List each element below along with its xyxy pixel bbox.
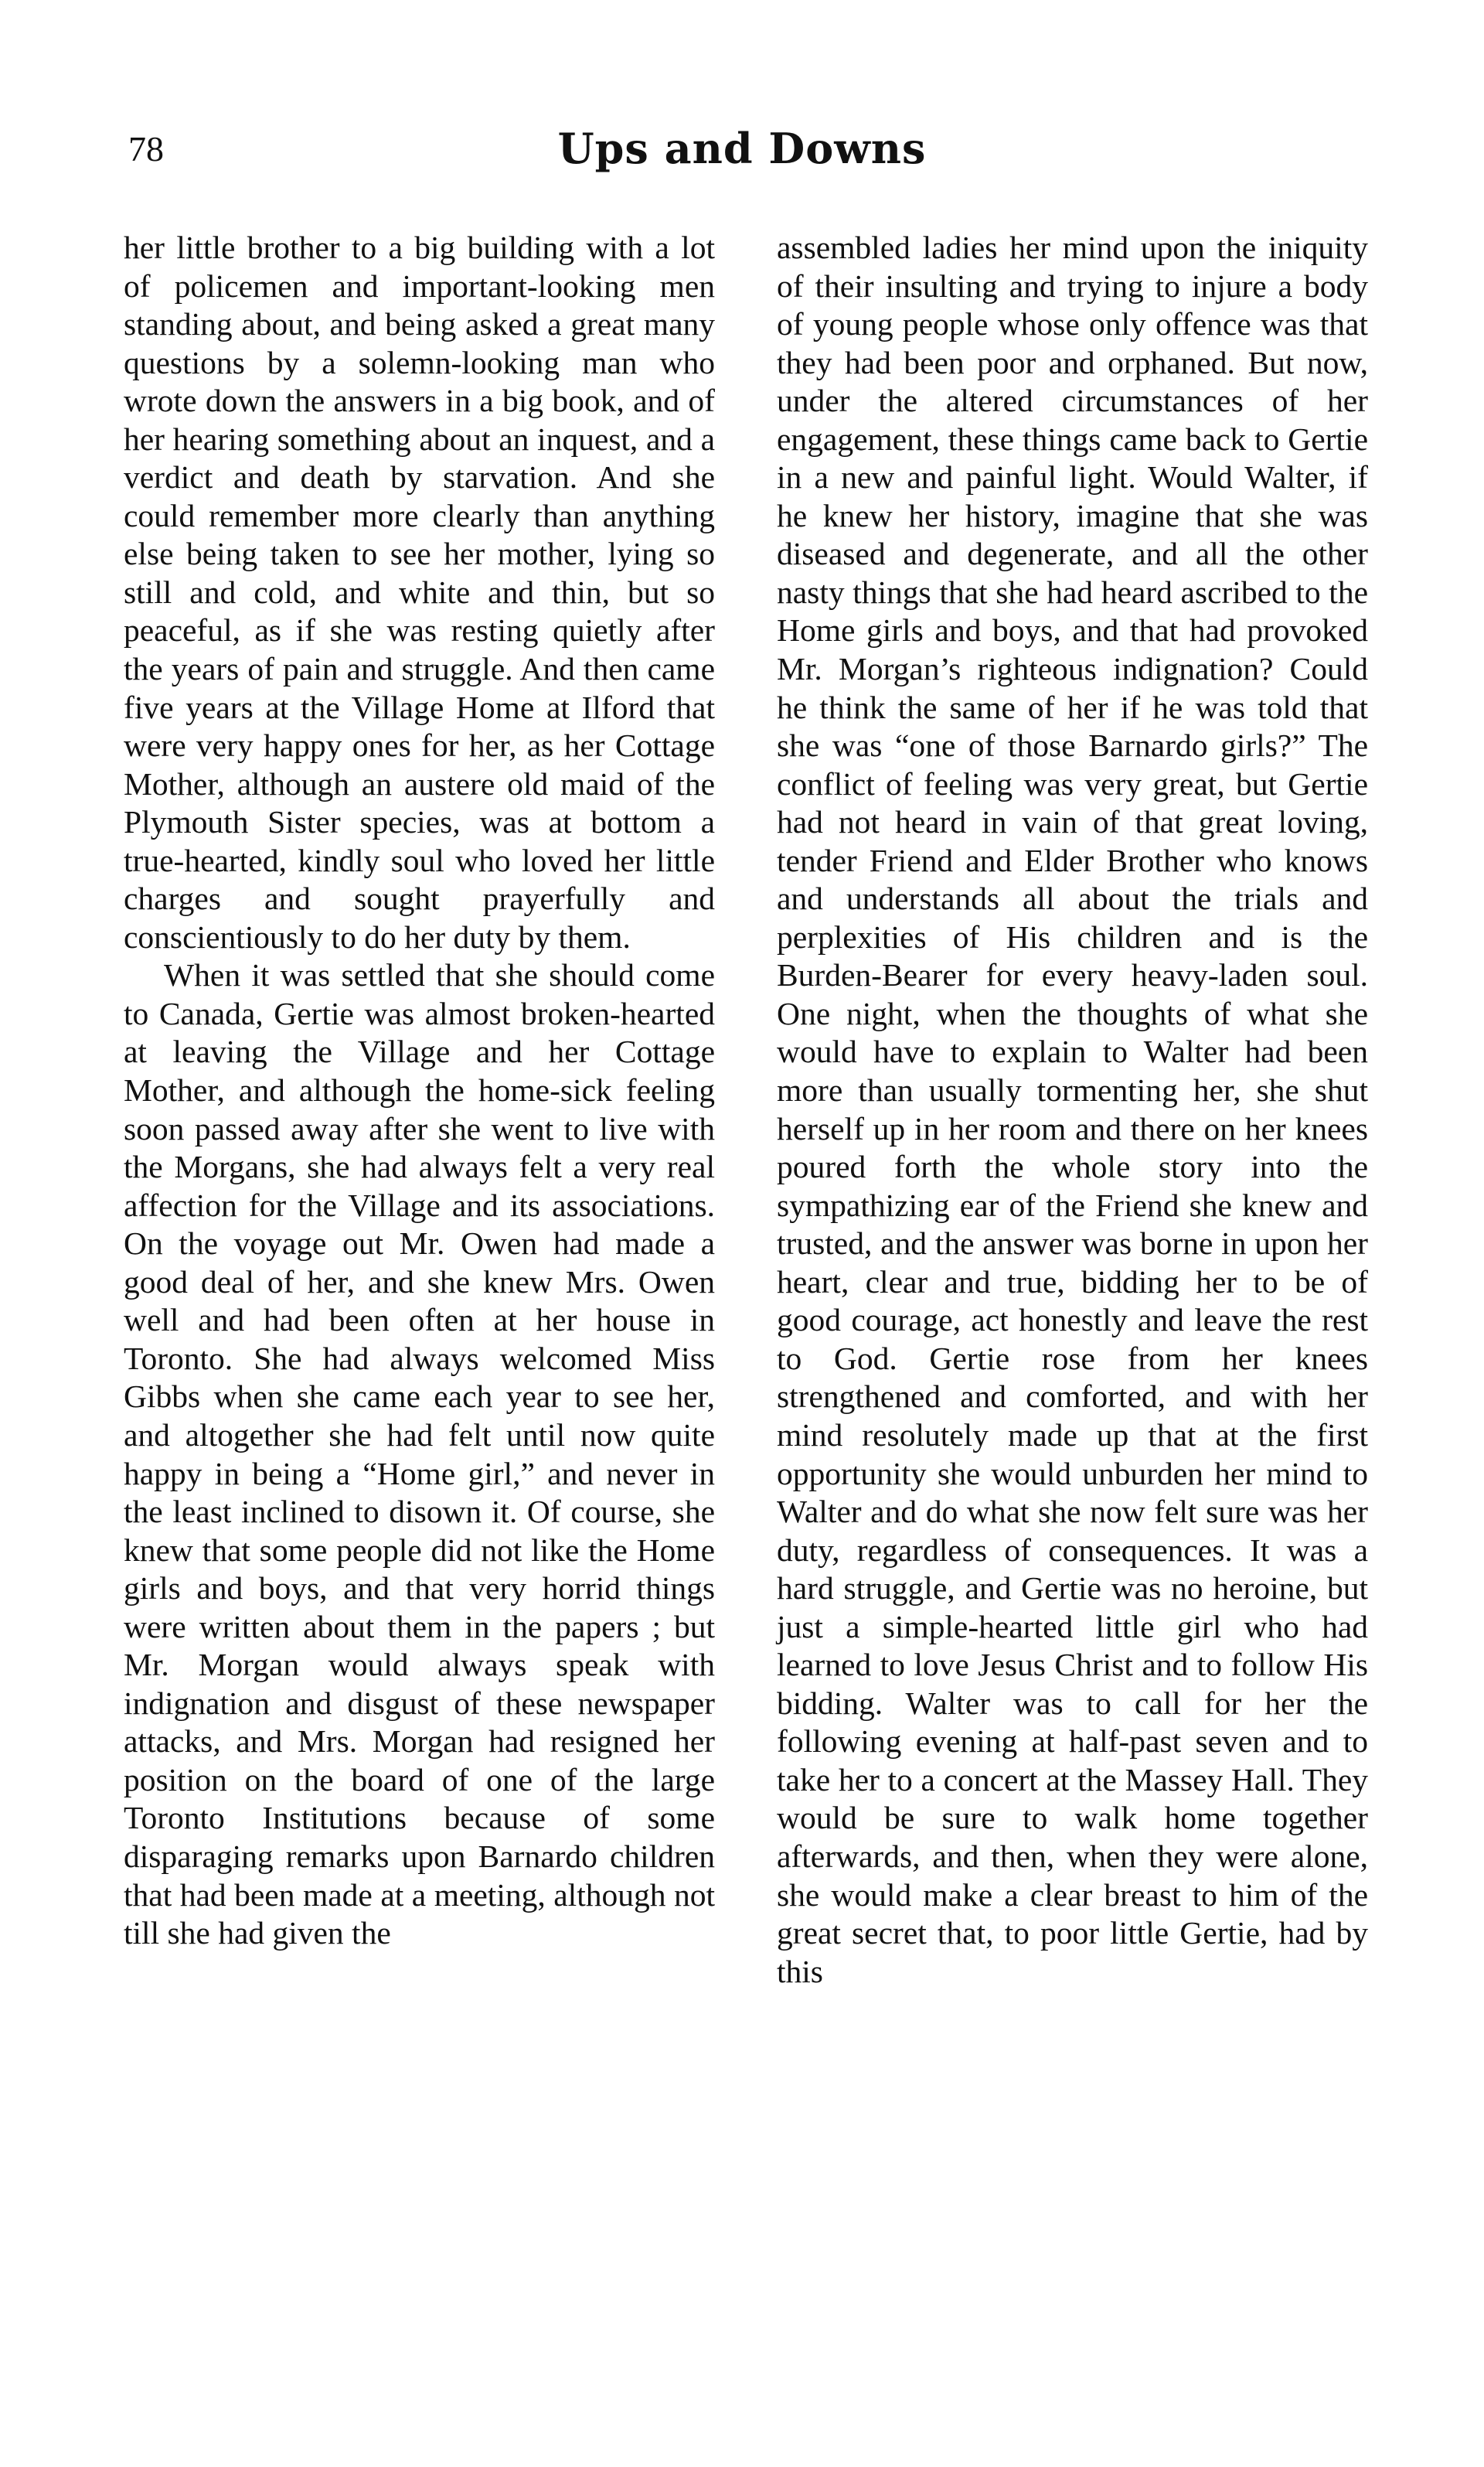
paragraph: her little brother to a big building with a lot of policemen and important-looking men standing about, and being asked a great many questions by a solemn-looking man who wrote down the answers in a big book, and of her hearing something about an inquest, and a verdict and death by starvation. And she could remember more clearly than anything else being taken to see her mother, lying so still and cold, and white and thin, but so peaceful, as if she was resting quietly after the years of pain and struggle. And then came five years at the Village Home at Ilford that were very happy ones for her, as her Cottage Mother, although an austere old maid of the Plymouth Sister species, was at bottom a true-hearted, kindly soul who loved her little charges and sought prayerfully and conscientiously to do her duty by them. [124,230,715,955]
paragraph: When it was settled that she should come to Canada, Gertie was almost broken-hearted at leaving the Village and her Cottage Mother, and although the home-sick feeling soon passed away after she went to live with the Morgans, she had always felt a very real affection for the Village and its associations. On the voyage out Mr. Owen had made a good deal of her, and she knew Mrs. Owen well and had been often at her house in Toronto. She had always welcomed Miss Gibbs when she came each year to see her, and altogether she had felt until now quite happy in being a “Home girl,” and never in the least inclined to disown it. Of course, she knew that some people did not like the Home girls and boys, and that very horrid things were written about them in the papers ; but Mr. Morgan would always speak with indignation and disgust of these newspaper attacks, and Mrs. Morgan had resigned her position on the board of one of the large Toronto Institutions because of some disparaging remarks upon Barnardo children that had been made at a meeting, although not till she had given the [124,957,715,1951]
page-number: 78 [128,129,164,169]
page-header [124,124,1360,193]
paragraph: assembled ladies her mind upon the iniquity of their insulting and trying to injure a body of young people whose only offence was that they had been poor and orphaned. But now, under the altered circumstances of her engagement, these things came back to Gertie in a new and painful light. Would Walter, if he knew her history, imagine that she was diseased and degenerate, and all the other nasty things that she had heard ascribed to the Home girls and boys, and that had provoked Mr. Morgan’s righteous indignation? Could he think the same of her if he was told that she was “one of those Barnardo girls?” The conflict of feeling was very great, but Gertie had not heard in vain of that great loving, tender Friend and Elder Brother who knows and understands all about the trials and perplexities of His children and is the Burden-Bearer for every heavy-laden soul. One night, when the thoughts of what she would have to explain to Walter had been more than usually tormenting her, she shut herself up in her room and there on her knees poured forth the whole story into the sympathizing ear of the Friend she knew and trusted, and the answer was borne in upon her heart, clear and true, bidding her to be of good courage, act honestly and leave the rest to God. Gertie rose from her knees strengthened and comforted, and with her mind resolutely made up that at the first opportunity she would unburden her mind to Walter and do what she now felt sure was her duty, regardless of consequences. It was a hard struggle, and Gertie was no heroine, but just a simple-hearted little girl who had learned to love Jesus Christ and to follow His bidding. Walter was to call for her the following evening at half-past seven and to take her to a concert at the Massey Hall. They would be sure to walk home together afterwards, and then, when they were alone, she would make a clear breast to him of the great secret that, to poor little Gertie, had by this [777,230,1368,1989]
right-column [777,229,1368,2432]
left-column [124,229,715,2432]
running-title: Ups and Downs [557,124,927,173]
text-columns [124,229,1368,2432]
